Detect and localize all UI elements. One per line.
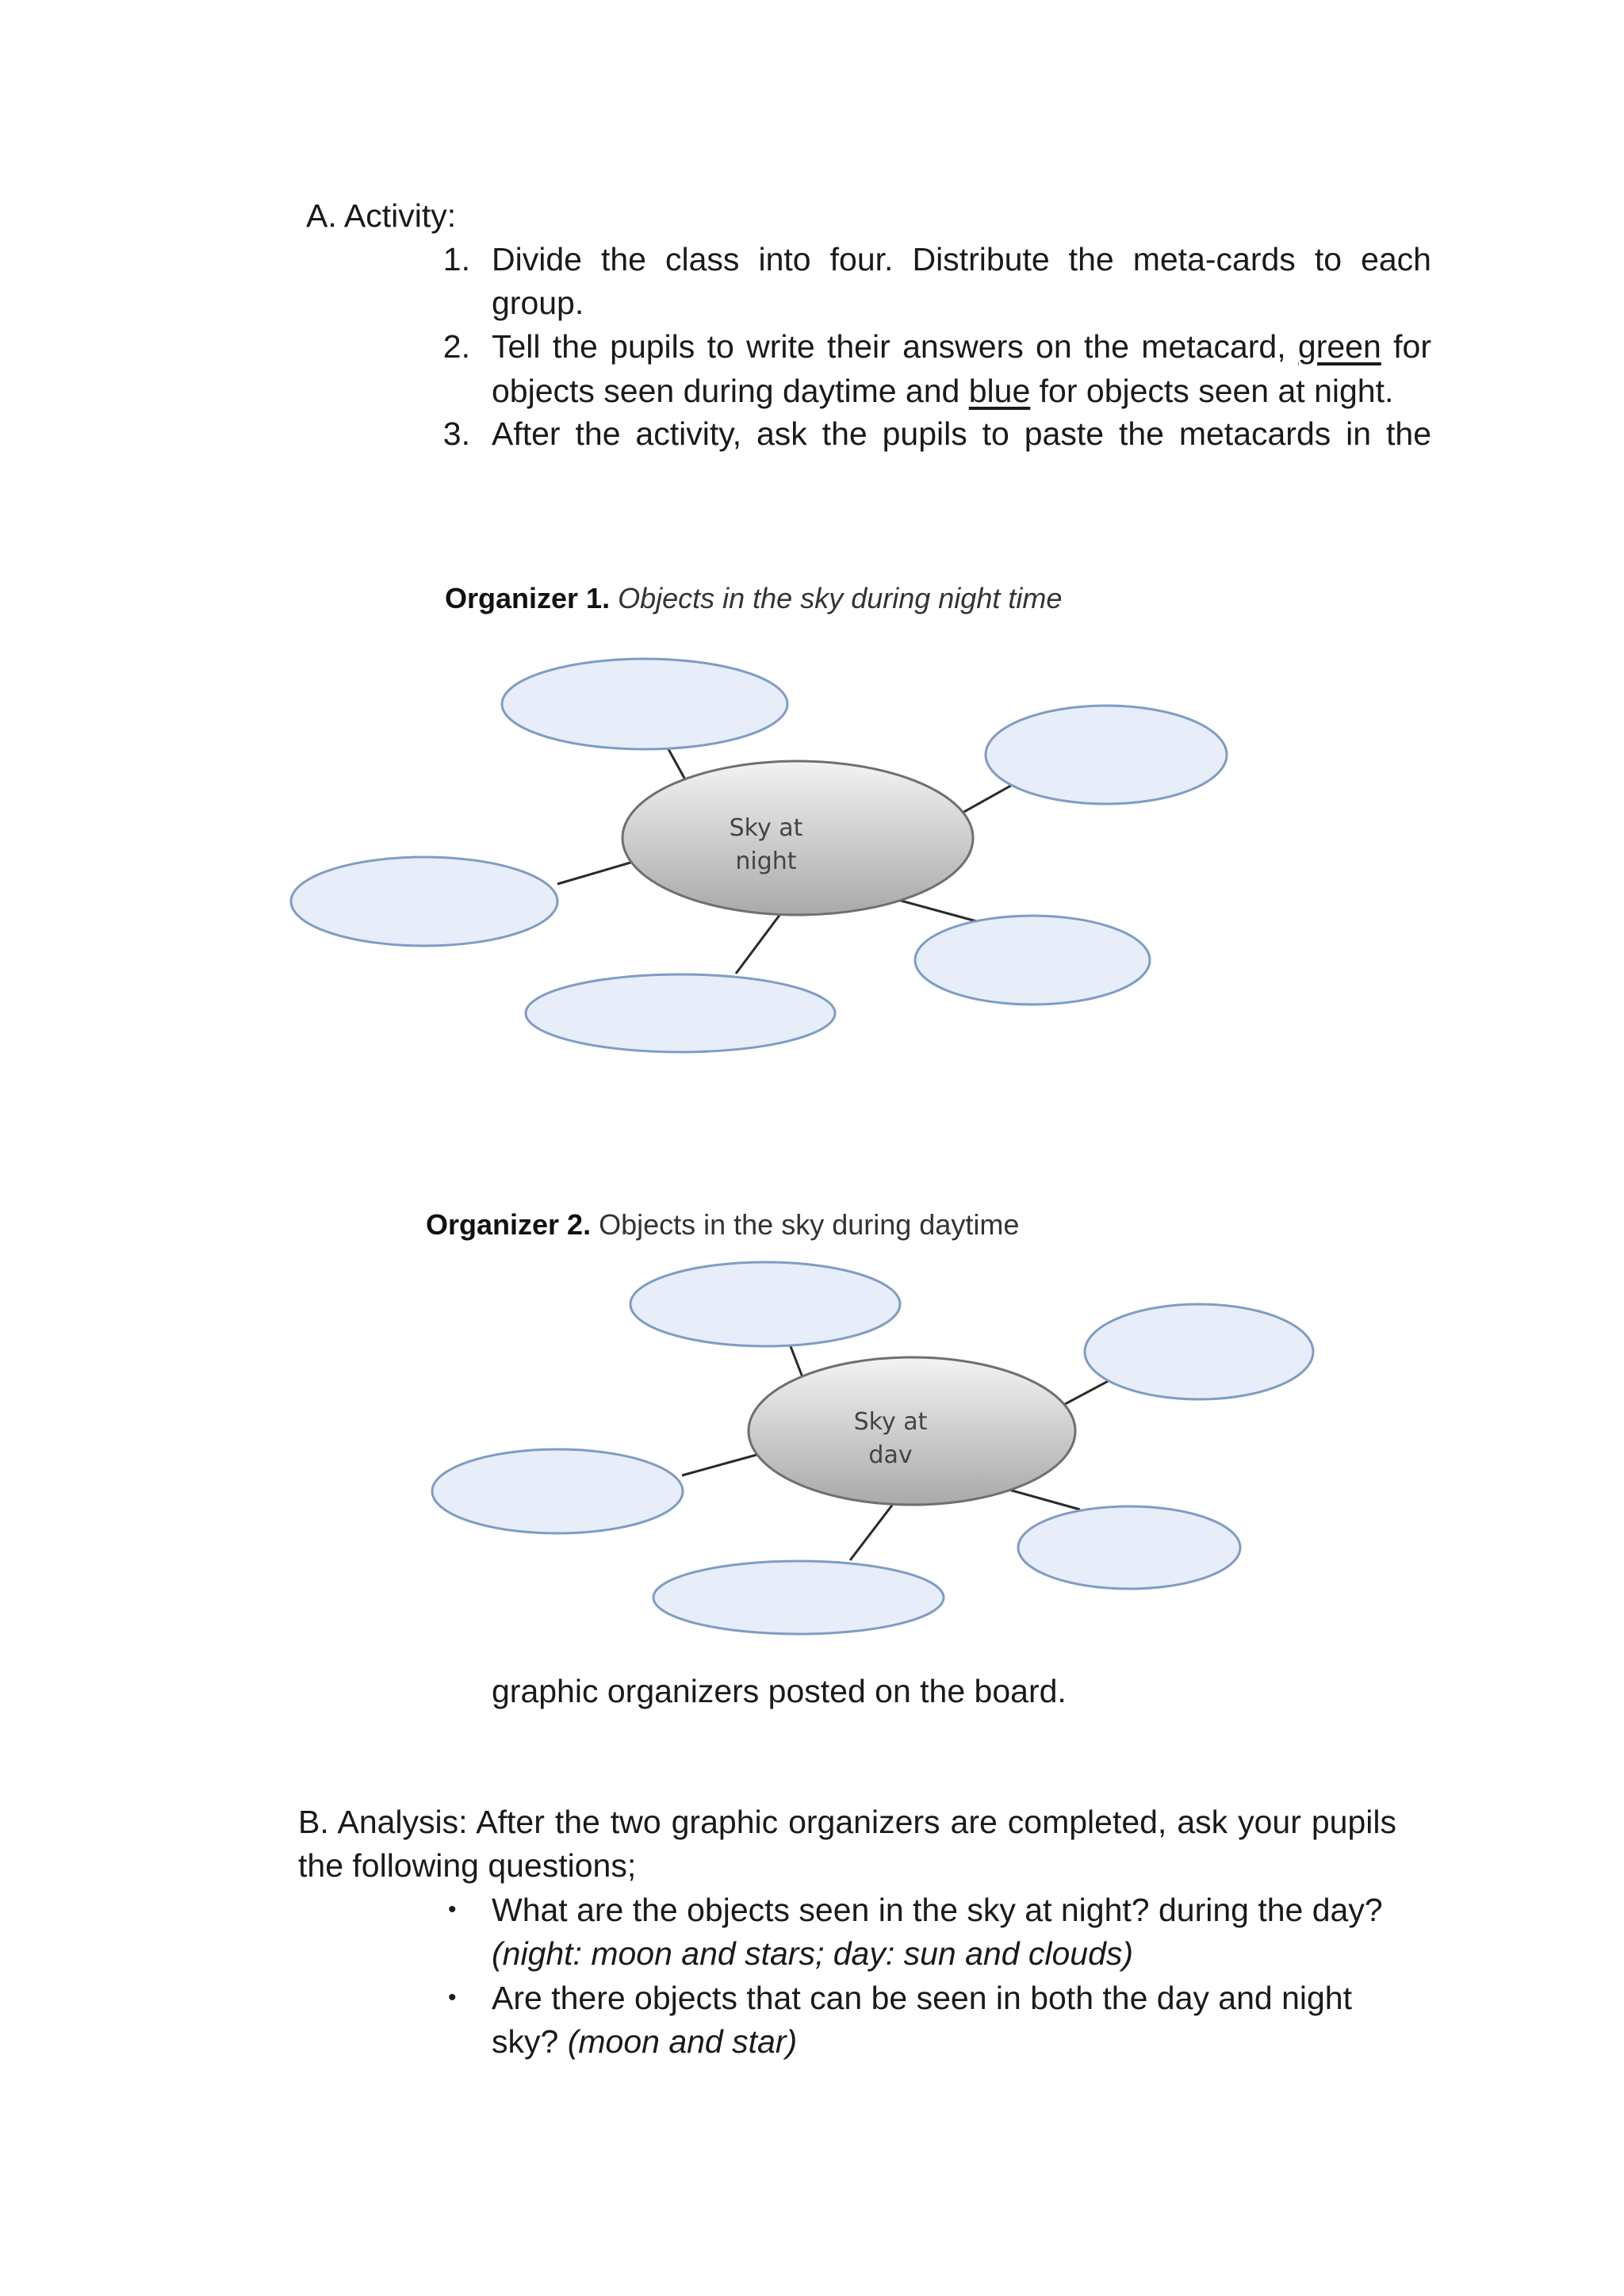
answer-oval-left[interactable] bbox=[432, 1449, 683, 1533]
organizer-2-label: Organizer 2. bbox=[426, 1208, 592, 1241]
step-2-text-d: for objects seen at night. bbox=[1039, 373, 1394, 409]
center-label-day-line-1: Sky at bbox=[853, 1408, 928, 1436]
center-label-night-line-1: Sky at bbox=[729, 814, 803, 842]
question-2-line-2 bbox=[492, 2019, 797, 2064]
answer-oval-bottom[interactable] bbox=[653, 1561, 944, 1634]
organizer-2-title: Objects in the sky during daytime bbox=[599, 1208, 1020, 1241]
center-label-day-line-2: dav bbox=[868, 1441, 913, 1469]
question-2-end: sky? bbox=[492, 2023, 559, 2060]
organizer-1-label: Organizer 1. bbox=[445, 582, 611, 614]
answer-2: (moon and star) bbox=[567, 2023, 798, 2060]
connector-left bbox=[682, 1452, 765, 1475]
connector-bottom bbox=[850, 1500, 896, 1560]
question-1: What are the objects seen in the sky at night? during the day? bbox=[492, 1892, 1383, 1928]
answer-oval-top-right[interactable] bbox=[1085, 1304, 1313, 1399]
step-3-line-1: After the activity, ask the pupils to paste the metacards in the bbox=[492, 415, 1431, 452]
green-keyword: green bbox=[1297, 328, 1381, 365]
blue-keyword: blue bbox=[968, 373, 1031, 409]
step-3-number: 3. bbox=[442, 415, 470, 452]
step-2-text-a: Tell the pupils to write their answers on the metacard, bbox=[492, 328, 1286, 365]
step-1-line-2: group. bbox=[492, 285, 584, 321]
step-2-text-b: for bbox=[1393, 328, 1431, 365]
section-b-intro-line-2: the following questions; bbox=[298, 1847, 637, 1884]
bullet-dot-1: • bbox=[448, 1896, 457, 1923]
section-b-intro-line-1: B. Analysis: After the two graphic organizers are completed, ask your pupils bbox=[298, 1804, 1396, 1840]
step-2-text-c: objects seen during daytime and bbox=[492, 373, 960, 409]
answer-oval-bottom-right[interactable] bbox=[1018, 1506, 1240, 1589]
section-a-heading: A. Activity: bbox=[306, 197, 457, 234]
step-2-number: 2. bbox=[442, 328, 470, 365]
bullet-dot-2: • bbox=[448, 1984, 457, 2011]
step-3-continuation: graphic organizers posted on the board. bbox=[492, 1673, 1067, 1709]
step-1-line-1: Divide the class into four. Distribute the meta-cards to each bbox=[492, 241, 1431, 277]
connector-top-left bbox=[789, 1342, 802, 1377]
question-2: Are there objects that can be seen in both the day and night bbox=[492, 1980, 1352, 2016]
organizer-1-title: Objects in the sky during night time bbox=[618, 582, 1063, 614]
step-1-number: 1. bbox=[442, 241, 470, 277]
answer-oval-top-left[interactable] bbox=[630, 1262, 900, 1346]
answer-1: (night: moon and stars; day: sun and clouds) bbox=[492, 1935, 1134, 1972]
center-label-night-line-2: night bbox=[735, 848, 797, 875]
